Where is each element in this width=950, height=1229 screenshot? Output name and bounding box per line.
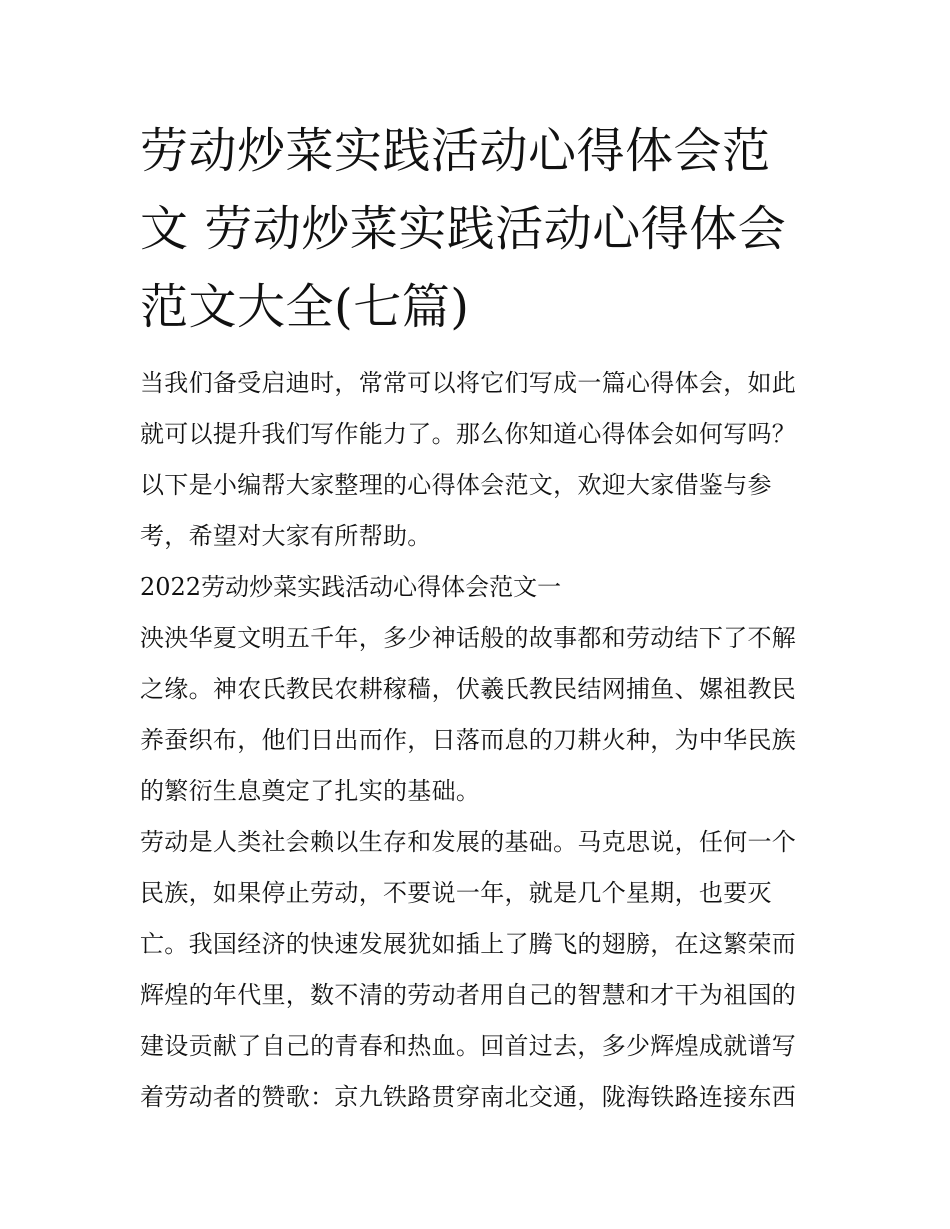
document-page [140, 112, 812, 1123]
body-paragraph-2: 劳动是人类社会赖以生存和发展的基础。马克思说，任何一个民族，如果停止劳动，不要说一年，就是几个星期，也要灭亡。我国经济的快速发展犹如插上了腾飞的翅膀，在这繁荣而辉煌的年代里，数不清的劳动者用自己的智慧和才干为祖国的建设贡献了自己的青春和热血。回首过去，多少辉煌成就谱写着劳动者的赞歌：京九铁路贯穿南北交通，陇海铁路连接东西 [140, 828, 797, 1111]
section-heading: 2022劳动炒菜实践活动心得体会范文一 [140, 573, 562, 601]
document-title: 劳动炒菜实践活动心得体会范文 劳动炒菜实践活动心得体会范文大全(七篇) [140, 123, 787, 335]
intro-paragraph: 当我们备受启迪时，常常可以将它们写成一篇心得体会，如此就可以提升我们写作能力了。那么你知道心得体会如何写吗？以下是小编帮大家整理的心得体会范文，欢迎大家借鉴与参考，希望对大家有所帮助。 [140, 369, 797, 550]
body-paragraph-1: 泱泱华夏文明五千年，多少神话般的故事都和劳动结下了不解之缘。神农氏教民农耕稼穑，伏羲氏教民结网捕鱼、嫘祖教民养蚕织布，他们日出而作，日落而息的刀耕火种，为中华民族的繁衍生息奠定了扎实的基础。 [140, 624, 797, 805]
